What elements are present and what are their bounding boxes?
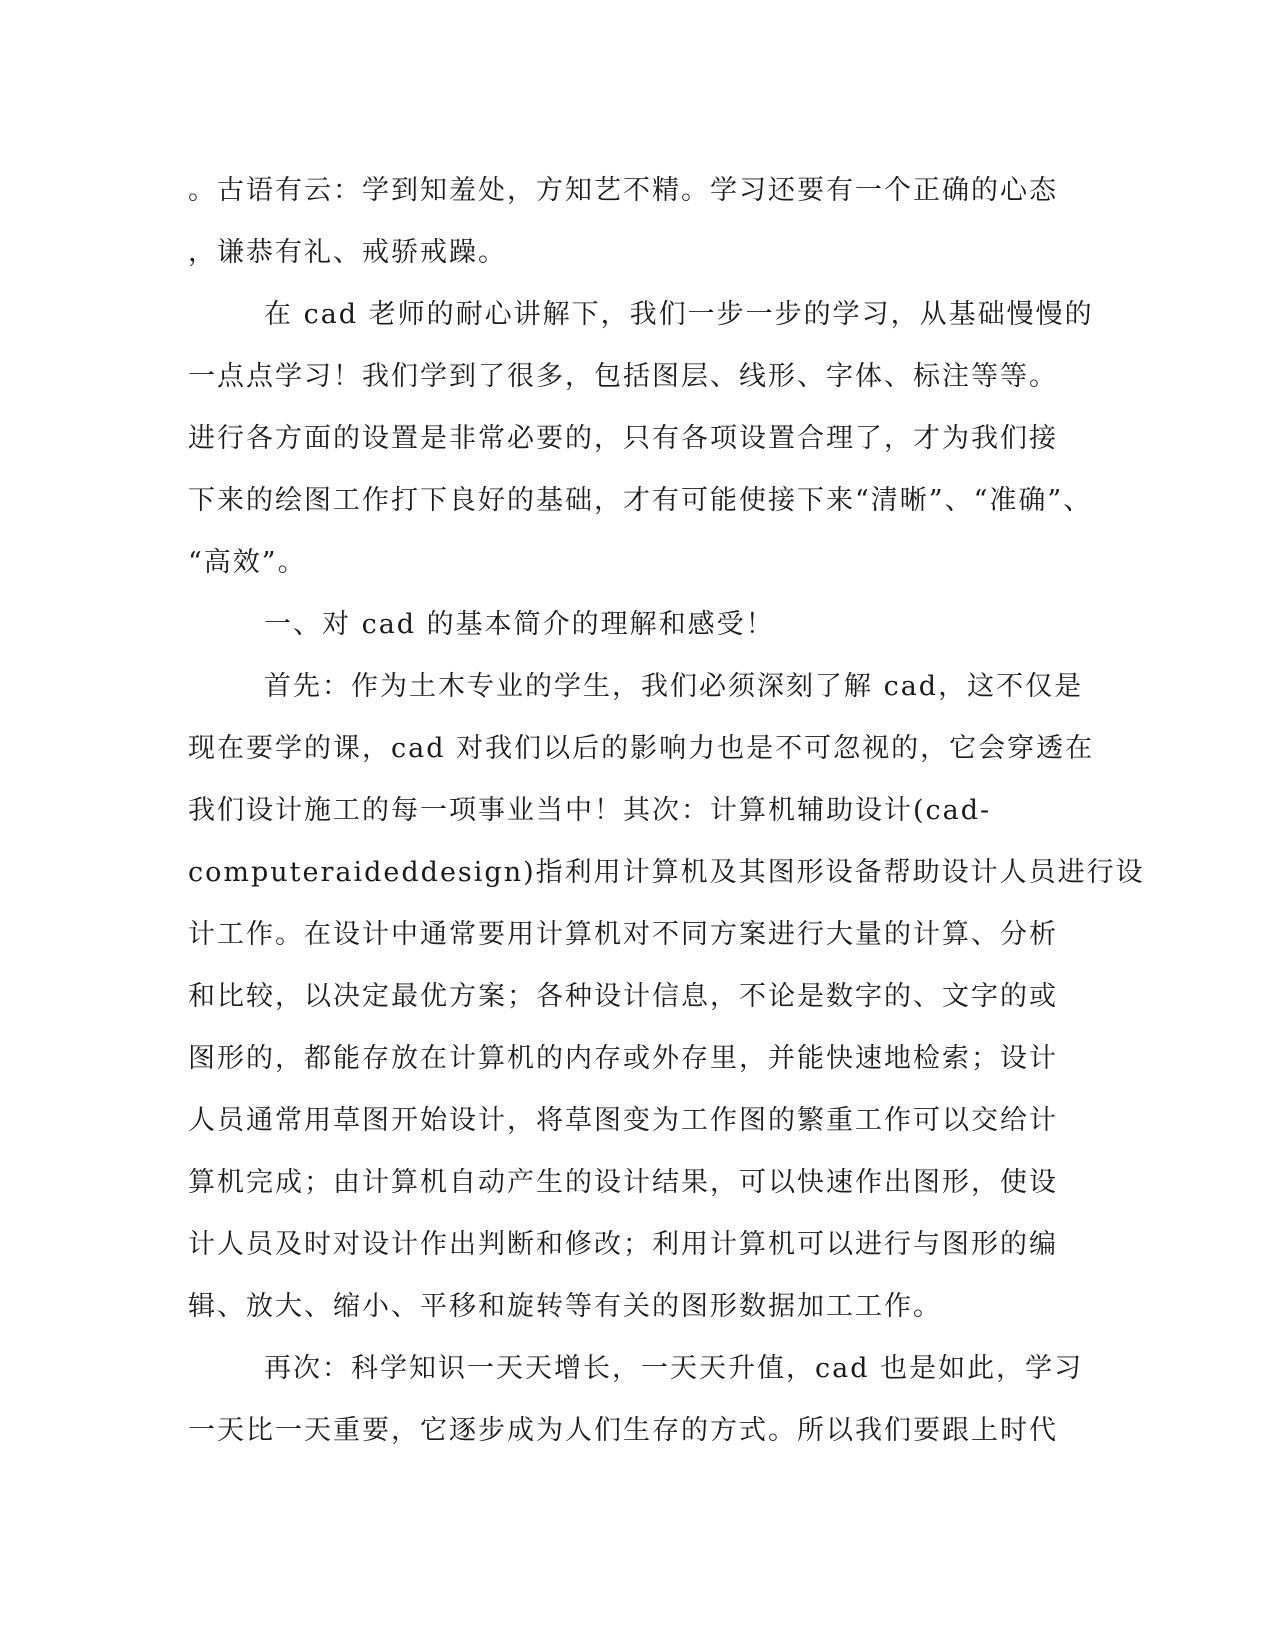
text-line: 计工作。在设计中通常要用计算机对不同方案进行大量的计算、分析 <box>188 919 1058 950</box>
text-line: 一点点学习！我们学到了很多，包括图层、线形、字体、标注等等。 <box>188 361 1058 392</box>
text-line: 首先：作为土木专业的学生，我们必须深刻了解 cad，这不仅是 <box>264 671 1084 702</box>
document-body <box>188 160 1145 1462</box>
text-line: 进行各方面的设置是非常必要的，只有各项设置合理了，才为我们接 <box>188 423 1058 454</box>
text-line: 再次：科学知识一天天增长，一天天升值，cad 也是如此，学习 <box>264 1353 1084 1384</box>
text-line: 下来的绘图工作打下良好的基础，才有可能使接下来“清晰”、“准确”、 <box>188 485 1093 516</box>
text-line: 计人员及时对设计作出判断和修改；利用计算机可以进行与图形的编 <box>188 1229 1058 1260</box>
text-line: 人员通常用草图开始设计，将草图变为工作图的繁重工作可以交给计 <box>188 1105 1058 1136</box>
text-line: ，谦恭有礼、戒骄戒躁。 <box>188 237 507 268</box>
text-line: 一、对 cad 的基本简介的理解和感受！ <box>264 609 775 640</box>
text-line: 现在要学的课，cad 对我们以后的影响力也是不可忽视的，它会穿透在 <box>188 733 1095 764</box>
text-line: 图形的，都能存放在计算机的内存或外存里，并能快速地检索；设计 <box>188 1043 1058 1074</box>
text-line: 算机完成；由计算机自动产生的设计结果，可以快速作出图形，使设 <box>188 1167 1058 1198</box>
text-line: 我们设计施工的每一项事业当中！其次：计算机辅助设计(cad- <box>188 795 992 826</box>
text-line: 在 cad 老师的耐心讲解下，我们一步一步的学习，从基础慢慢的 <box>264 299 1094 330</box>
text-line: computeraideddesign)指利用计算机及其图形设备帮助设计人员进行设 <box>188 857 1145 888</box>
text-line: 辑、放大、缩小、平移和旋转等有关的图形数据加工工作。 <box>188 1291 942 1322</box>
text-line: “高效”。 <box>188 547 307 578</box>
text-line: 和比较，以决定最优方案；各种设计信息，不论是数字的、文字的或 <box>188 981 1058 1012</box>
text-line: 。古语有云：学到知羞处，方知艺不精。学习还要有一个正确的心态 <box>188 175 1058 206</box>
text-line: 一天比一天重要，它逐步成为人们生存的方式。所以我们要跟上时代 <box>188 1415 1058 1446</box>
